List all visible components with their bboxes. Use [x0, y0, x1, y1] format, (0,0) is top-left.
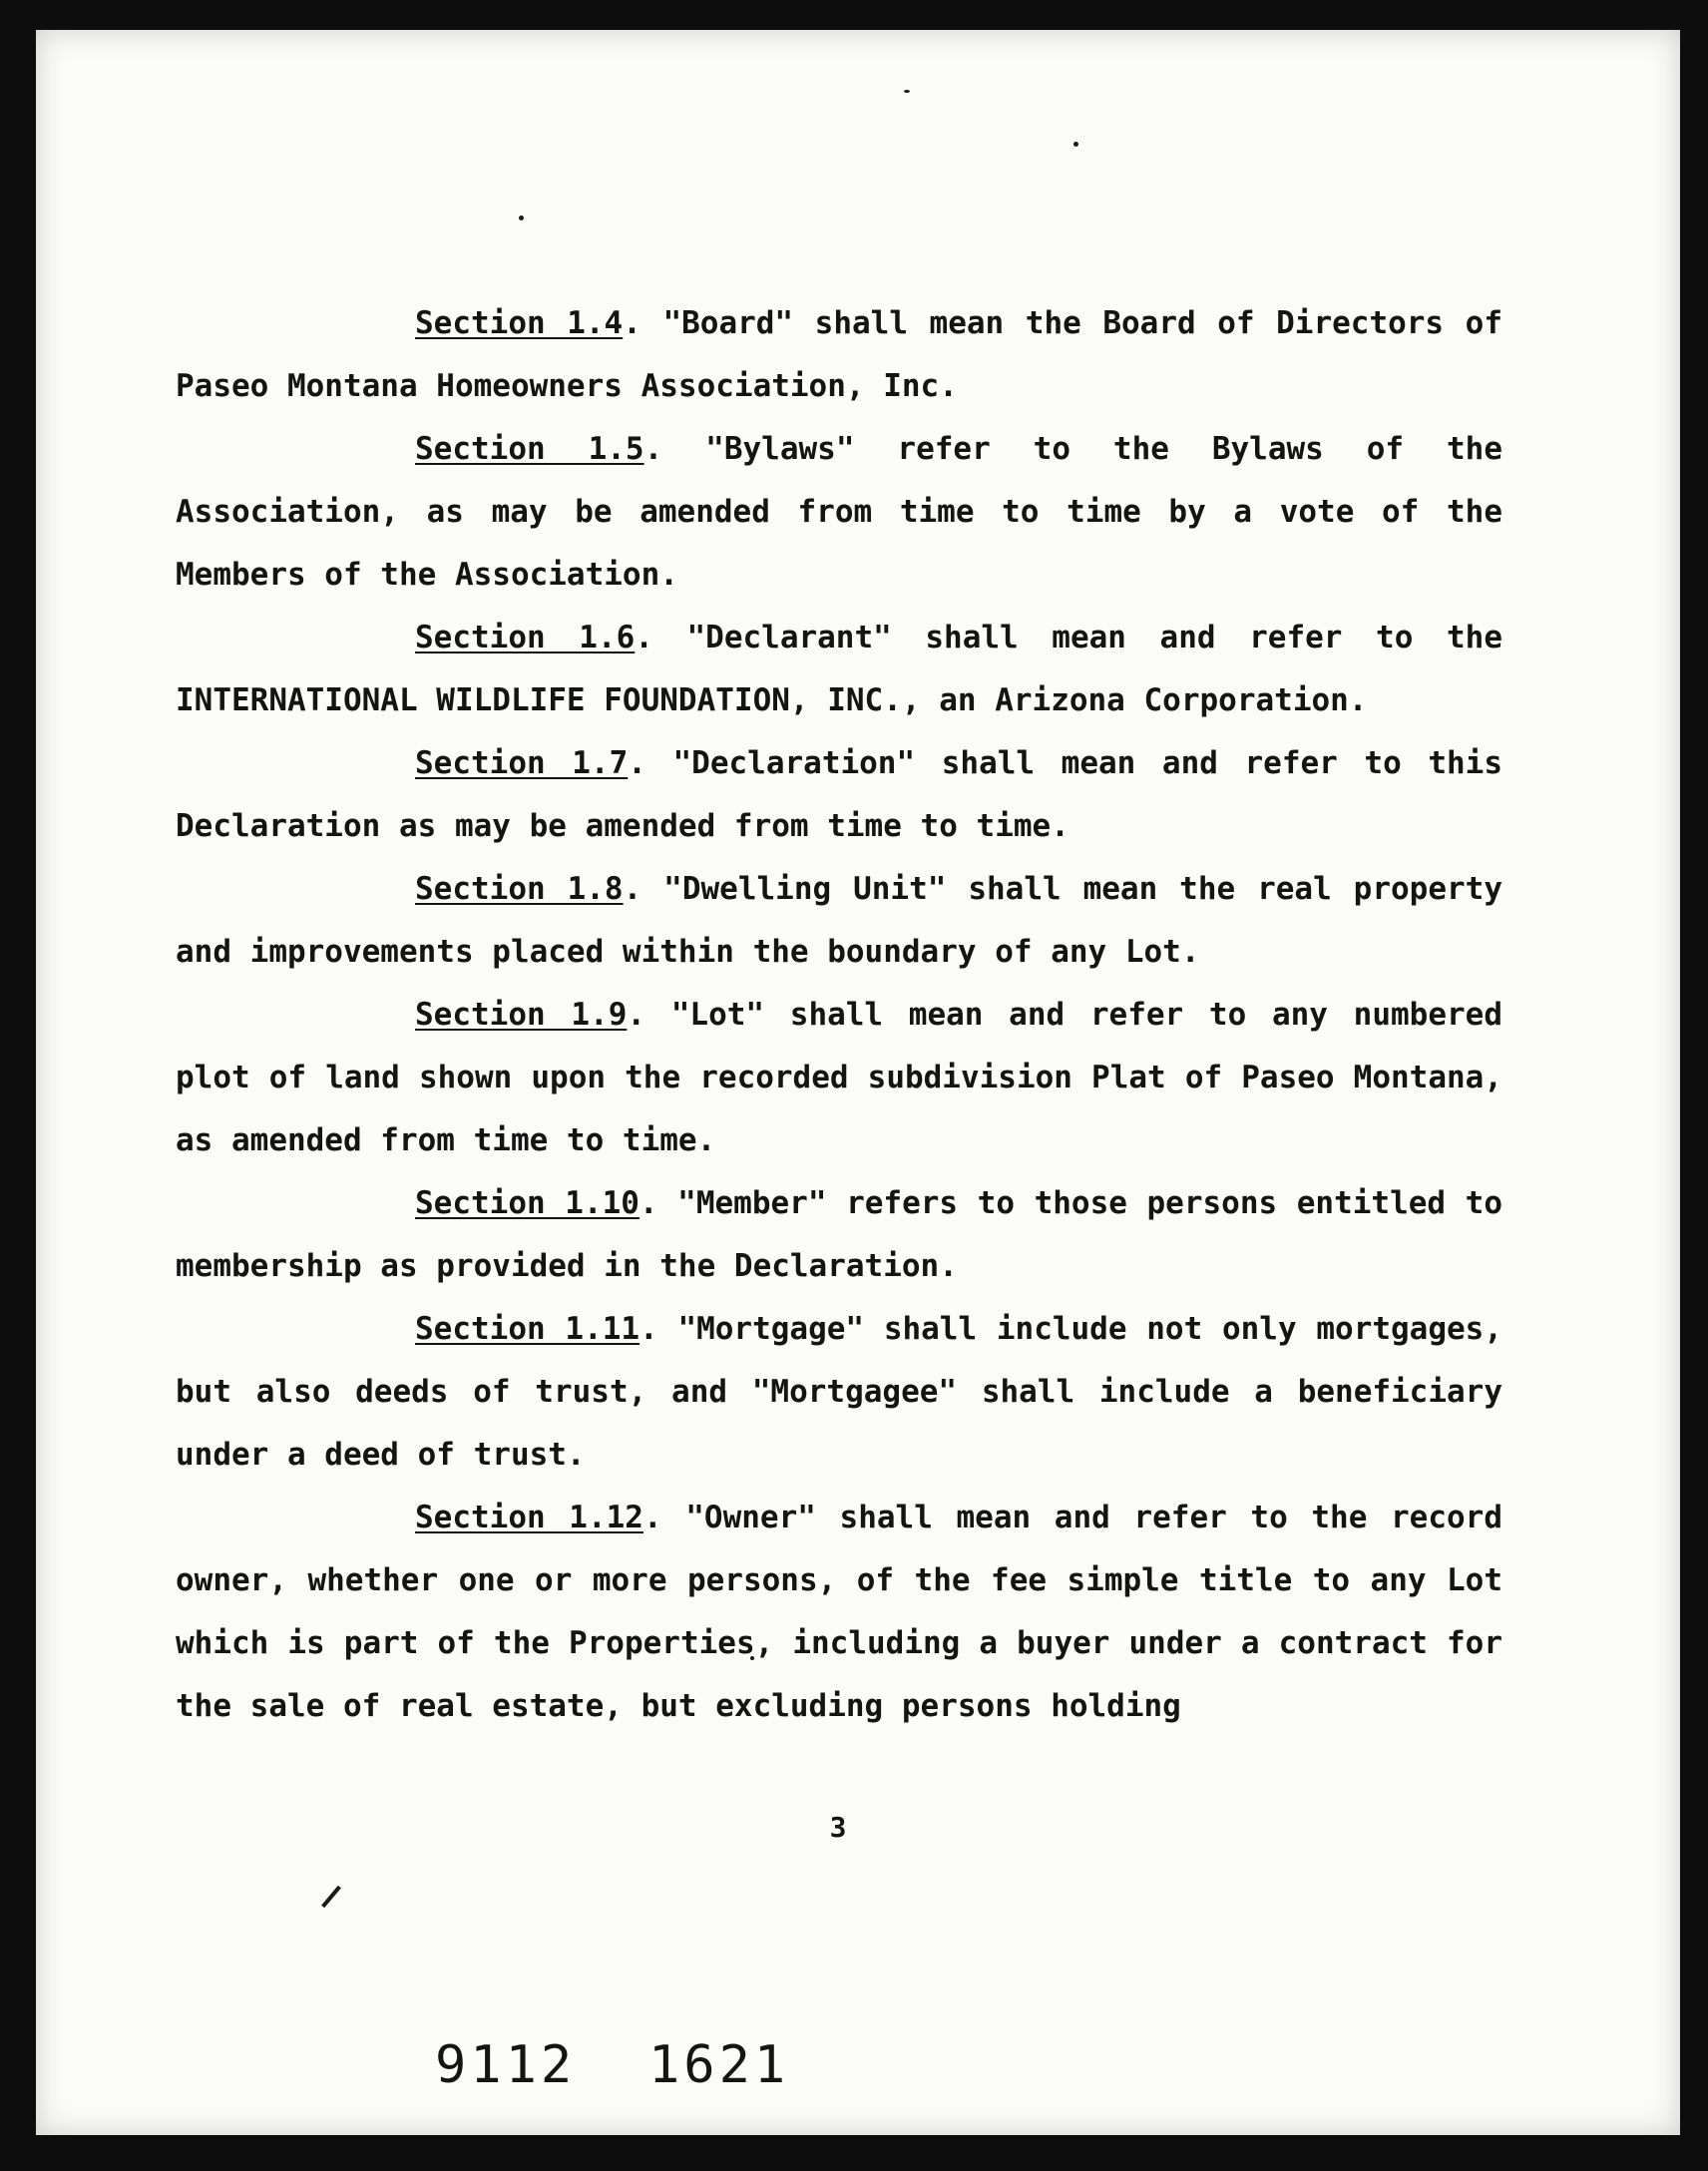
definition-paragraph	[176, 292, 1502, 418]
page-number: 3	[829, 1811, 847, 1844]
definition-paragraph	[176, 1172, 1502, 1298]
definition-paragraph	[176, 607, 1502, 732]
speck-mark	[904, 90, 910, 93]
recording-stamp-book: 9112	[435, 2035, 577, 2095]
section-heading: Section 1.8	[415, 871, 624, 907]
speck-mark	[1073, 142, 1078, 147]
definition-text: . "Bylaws" refer to the Bylaws of the Association, as may be amended from time to time by a vote of the Members of the Association.	[176, 431, 1502, 593]
definition-paragraph	[176, 1487, 1502, 1738]
definition-paragraph	[176, 984, 1502, 1172]
definition-paragraph	[176, 858, 1502, 984]
definition-text: . "Declaration" shall mean and refer to this Declaration as may be amended from time to time.	[176, 745, 1502, 844]
recording-stamp-page: 1621	[648, 2035, 790, 2095]
section-heading: Section 1.6	[415, 620, 636, 655]
definition-text: . "Board" shall mean the Board of Directors of Paseo Montana Homeowners Association, Inc.	[176, 305, 1502, 404]
definition-paragraph	[176, 1298, 1502, 1487]
document-body	[176, 292, 1502, 1738]
section-heading: Section 1.11	[415, 1311, 640, 1347]
definition-text: . "Dwelling Unit" shall mean the real property and improvements placed within the boundary of any Lot.	[176, 871, 1502, 970]
definition-text: . "Declarant" shall mean and refer to the INTERNATIONAL WILDLIFE FOUNDATION, INC., an Arizona Corporation.	[176, 620, 1502, 718]
definition-text: . "Lot" shall mean and refer to any numbered plot of land shown upon the recorded subdivision Plat of Paseo Montana, as amended from time to time.	[176, 997, 1502, 1158]
definition-text: . "Mortgage" shall include not only mortgages, but also deeds of trust, and "Mortgagee" shall include a beneficiary under a deed of trust.	[176, 1311, 1502, 1473]
section-heading: Section 1.5	[415, 431, 644, 467]
definition-paragraph	[176, 732, 1502, 858]
definition-paragraph	[176, 418, 1502, 607]
speck-mark	[519, 216, 524, 220]
definition-text: . "Owner" shall mean and refer to the record owner, whether one or more persons, of the fee simple title to any Lot which is part of the Properties, including a buyer under a contract for the sale of real estate, but excluding persons holding	[176, 1500, 1502, 1724]
definition-text: . "Member" refers to those persons entitled to membership as provided in the Declaration.	[176, 1185, 1502, 1284]
section-heading: Section 1.4	[415, 305, 624, 341]
section-heading: Section 1.9	[415, 997, 628, 1033]
section-heading: Section 1.10	[415, 1185, 640, 1221]
section-heading: Section 1.7	[415, 745, 629, 781]
section-heading: Section 1.12	[415, 1500, 643, 1535]
